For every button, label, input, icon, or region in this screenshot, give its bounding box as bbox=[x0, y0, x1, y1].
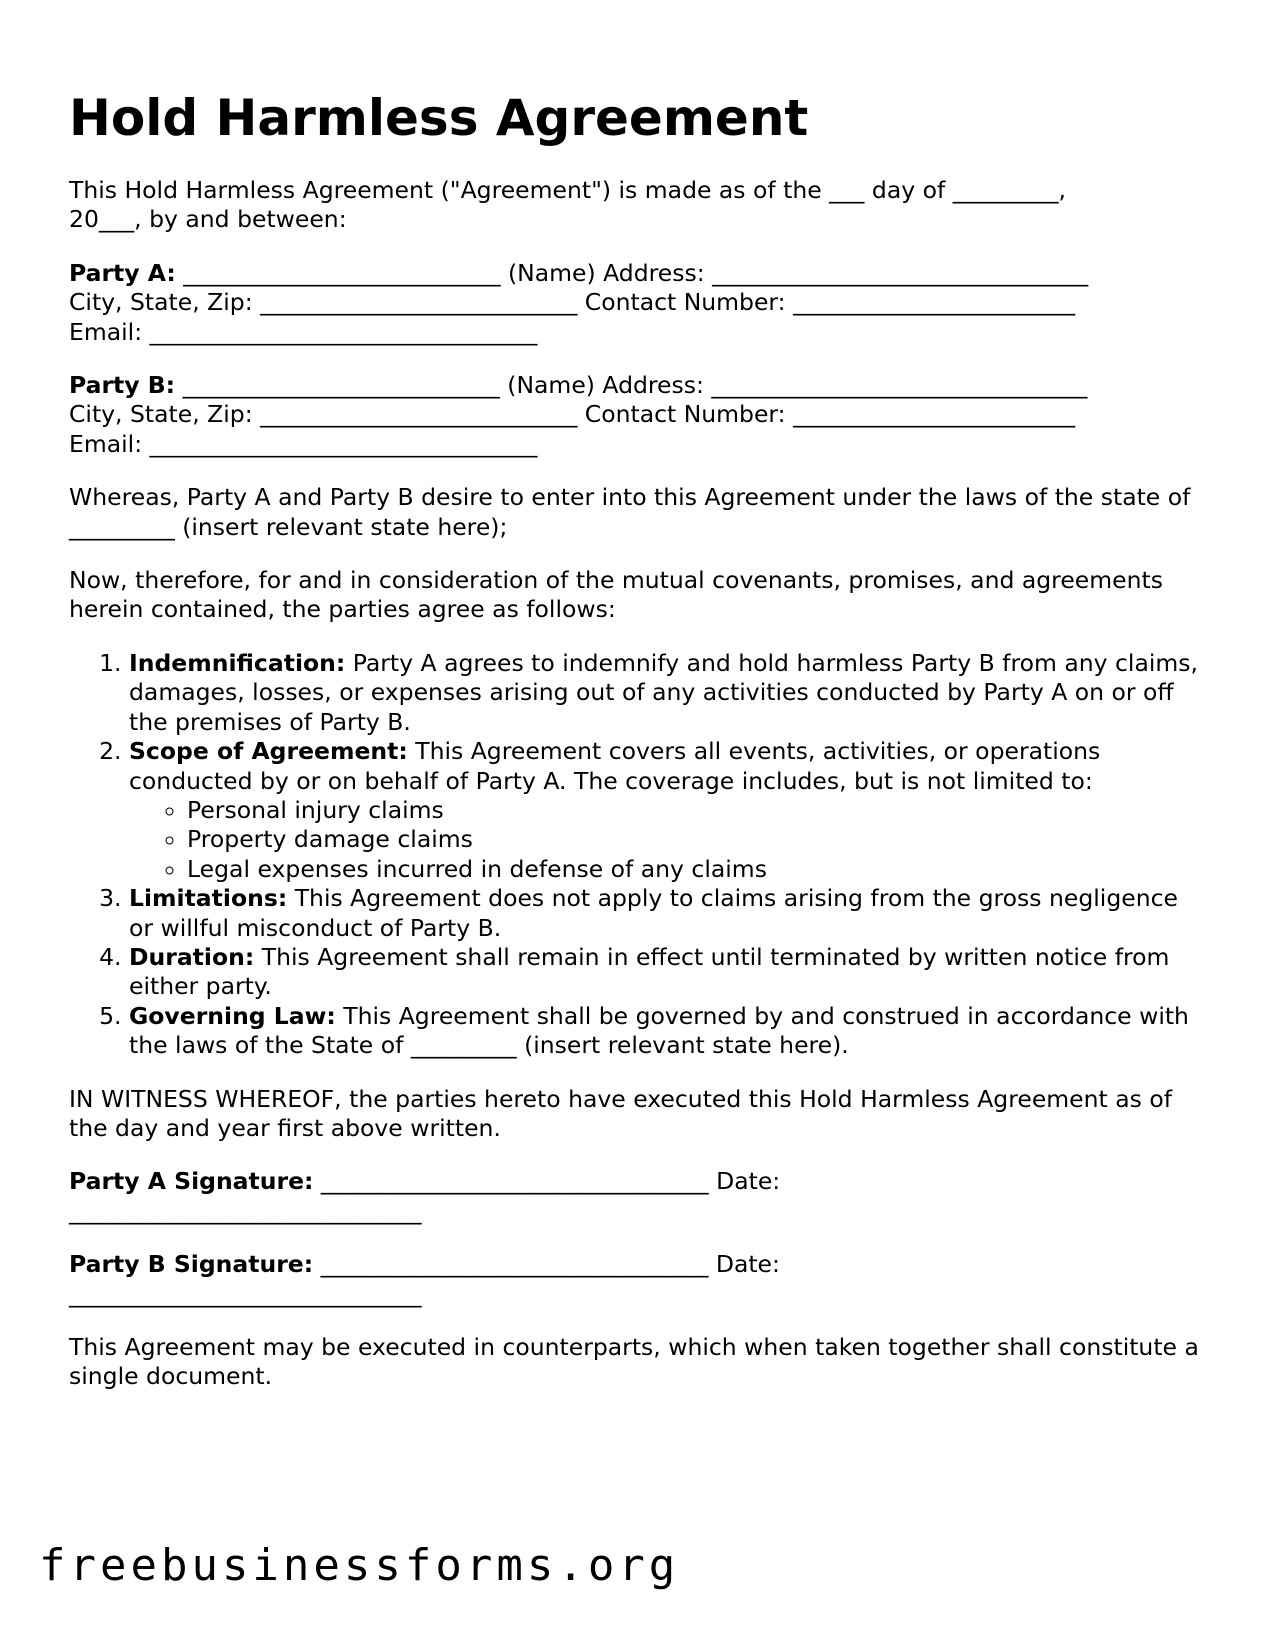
term-heading: Indemnification: bbox=[129, 648, 346, 677]
party-a-email-field: Email: _________________________________ bbox=[69, 317, 538, 346]
party-b-signature-line bbox=[69, 1250, 1209, 1279]
whereas-paragraph: Whereas, Party A and Party B desire to enter into this Agreement under the laws of the state of _________ (insert relevant state here); bbox=[69, 483, 1191, 541]
scope-sublist bbox=[129, 796, 1209, 884]
intro-line-2: 20___, by and between: bbox=[69, 205, 347, 234]
intro-line-1: This Hold Harmless Agreement ("Agreement") is made as of the ___ day of _________, bbox=[69, 176, 1066, 204]
site-watermark: freebusinessforms.org bbox=[39, 1540, 680, 1591]
scope-subitem: ◦ Property damage claims bbox=[187, 825, 1209, 854]
intro-paragraph bbox=[69, 176, 1209, 235]
party-b-line-1 bbox=[69, 371, 1209, 400]
party-a-label: Party A: bbox=[69, 258, 176, 287]
document-body bbox=[69, 176, 1209, 1416]
party-a-city-contact-field: City, State, Zip: ___________________________ Contact Number: ________________________ bbox=[69, 288, 1076, 317]
scope-subitem: ◦ Legal expenses incurred in defense of any claims bbox=[187, 855, 1209, 884]
party-b-signature-block bbox=[69, 1250, 1209, 1309]
party-a-signature-field: _________________________________ Date: bbox=[313, 1167, 781, 1196]
party-a-signature-label: Party A Signature: bbox=[69, 1167, 314, 1196]
party-a-line-1 bbox=[69, 259, 1209, 288]
term-heading: Governing Law: bbox=[129, 1001, 336, 1030]
term-heading: Scope of Agreement: bbox=[129, 737, 408, 766]
witness-paragraph: IN WITNESS WHEREOF, the parties hereto have executed this Hold Harmless Agreement as of the day and year first above written. bbox=[69, 1084, 1172, 1142]
term-indemnification bbox=[129, 649, 1209, 737]
party-a-date-field: ______________________________ bbox=[69, 1196, 422, 1225]
counterparts-paragraph: This Agreement may be executed in counterparts, which when taken together shall constitute a single document. bbox=[69, 1333, 1199, 1391]
term-limitations bbox=[129, 884, 1209, 943]
party-b-email-field: Email: _________________________________ bbox=[69, 429, 538, 458]
party-b-name-address-field: ___________________________ (Name) Address: ________________________________ bbox=[175, 371, 1088, 400]
party-b-city-contact-field: City, State, Zip: ___________________________ Contact Number: ________________________ bbox=[69, 400, 1076, 429]
party-a-block bbox=[69, 259, 1209, 347]
document-title: Hold Harmless Agreement bbox=[69, 89, 809, 147]
party-b-block bbox=[69, 371, 1209, 459]
term-heading: Duration: bbox=[129, 942, 255, 971]
term-text: This Agreement does not apply to claims arising from the gross negligence or willful misconduct of Party B. bbox=[129, 884, 1178, 942]
party-b-signature-label: Party B Signature: bbox=[69, 1250, 314, 1279]
term-heading: Limitations: bbox=[129, 884, 288, 913]
term-duration bbox=[129, 943, 1209, 1002]
term-text: This Agreement covers all events, activities, or operations conducted by or on behalf of Party A. The coverage includes, but is not limited to: bbox=[129, 737, 1101, 795]
party-b-date-field: ______________________________ bbox=[69, 1279, 422, 1308]
terms-list bbox=[69, 649, 1209, 1061]
party-b-signature-field: _________________________________ Date: bbox=[313, 1250, 780, 1279]
party-b-label: Party B: bbox=[69, 371, 176, 400]
term-text: This Agreement shall remain in effect until terminated by written notice from either party. bbox=[129, 942, 1170, 1001]
scope-subitem: ◦ Personal injury claims bbox=[187, 796, 1209, 825]
term-governing-law bbox=[129, 1002, 1209, 1061]
term-text: This Agreement shall be governed by and construed in accordance with the laws of the State of _________ (insert relevant state here). bbox=[129, 1001, 1189, 1060]
party-a-signature-line bbox=[69, 1167, 1209, 1196]
term-scope bbox=[129, 737, 1209, 884]
now-therefore-paragraph: Now, therefore, for and in consideration of the mutual covenants, promises, and agreements herein contained, the parties agree as follows: bbox=[69, 566, 1163, 624]
party-a-name-address-field: ___________________________ (Name) Address: ________________________________ bbox=[175, 258, 1089, 287]
term-text: Party A agrees to indemnify and hold harmless Party B from any claims, damages, losses, or expenses arising out of any activities conducted by Party A on or off the premises of Party B. bbox=[129, 648, 1198, 736]
party-a-signature-block bbox=[69, 1167, 1209, 1226]
